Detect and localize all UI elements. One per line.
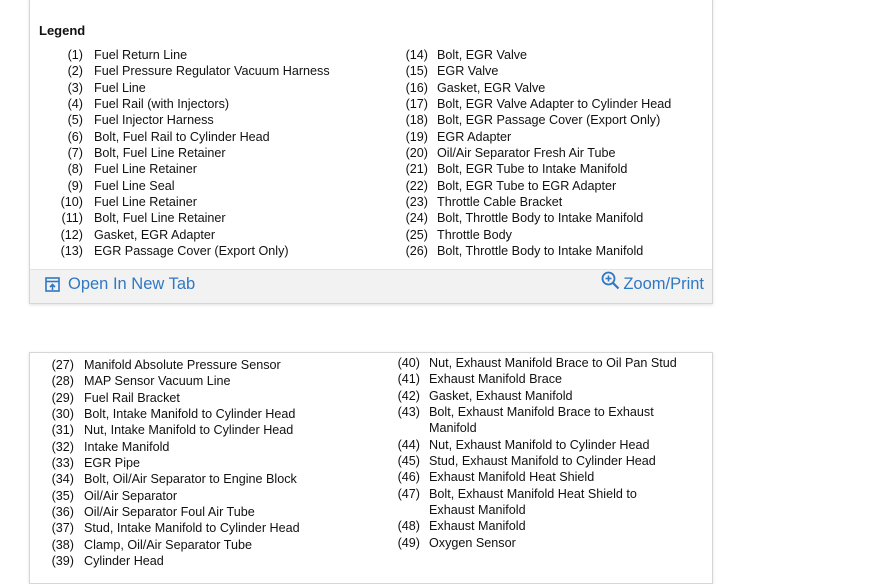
- legend-item: [40, 227, 330, 243]
- legend-item: [35, 373, 300, 389]
- legend-item-text: Bolt, EGR Tube to EGR Adapter: [437, 178, 617, 193]
- legend-item-number: (26): [405, 244, 428, 259]
- zoom-in-icon: [601, 271, 620, 290]
- legend-item-text: Exhaust Manifold: [429, 519, 526, 534]
- legend-item: [398, 194, 671, 210]
- legend-item: [35, 488, 300, 504]
- legend-item-number: (7): [67, 146, 83, 161]
- legend-item-number: (11): [61, 211, 83, 226]
- legend-item-text: Bolt, Exhaust Manifold Heat Shield to: [429, 486, 637, 501]
- legend-item: [390, 388, 677, 404]
- legend-item: [398, 243, 671, 259]
- legend-item-number: (12): [60, 227, 83, 242]
- legend-item-text: Oil/Air Separator Fresh Air Tube: [437, 146, 616, 161]
- legend-item-text: Fuel Return Line: [94, 48, 188, 62]
- legend-item-number: (37): [51, 521, 74, 536]
- legend-item-text-continued: Exhaust Manifold: [429, 503, 526, 518]
- legend-item: [40, 145, 330, 161]
- legend-item-number: (41): [397, 372, 420, 387]
- legend-item: [390, 486, 677, 502]
- legend-item-text: Bolt, Fuel Rail to Cylinder Head: [94, 129, 270, 144]
- legend-item-text: Oil/Air Separator: [84, 488, 178, 503]
- legend-item: [40, 194, 330, 210]
- legend-item-number: (35): [51, 488, 74, 503]
- legend-item-text: Intake Manifold: [84, 439, 170, 454]
- legend-item-number: (25): [405, 227, 428, 242]
- legend-item-text: EGR Valve: [437, 64, 499, 79]
- legend-item-number: (1): [67, 48, 83, 62]
- legend-item: [40, 112, 330, 128]
- legend-item-text: EGR Passage Cover (Export Only): [94, 244, 289, 259]
- legend-item: [35, 537, 300, 553]
- legend-item: [390, 355, 677, 371]
- legend-item-number: (13): [60, 244, 83, 259]
- legend-item-text: Bolt, EGR Valve: [437, 48, 528, 62]
- legend-item-number: (22): [405, 178, 428, 193]
- legend-item-number: (14): [405, 48, 428, 62]
- legend-item-text: Exhaust Manifold Heat Shield: [429, 470, 595, 485]
- legend-item-number: (43): [397, 405, 420, 420]
- legend-item-text: Nut, Exhaust Manifold to Cylinder Head: [429, 437, 650, 452]
- legend-item-text: Oil/Air Separator Foul Air Tube: [84, 505, 255, 520]
- legend-item-number: (34): [51, 472, 74, 487]
- legend-item-text-continued: Manifold: [429, 421, 477, 436]
- legend-item-text: Bolt, Oil/Air Separator to Engine Block: [84, 472, 297, 487]
- legend-item-number: (48): [397, 519, 420, 534]
- legend-item-text: Bolt, Throttle Body to Intake Manifold: [437, 244, 644, 259]
- legend-item: [398, 112, 671, 128]
- legend-item-text: Bolt, Fuel Line Retainer: [94, 146, 226, 161]
- legend-item: [40, 47, 330, 63]
- legend-item-number: (36): [51, 505, 74, 520]
- legend-item-text: MAP Sensor Vacuum Line: [84, 374, 231, 389]
- legend-item-text: Throttle Cable Bracket: [437, 195, 563, 210]
- legend-item-text: Gasket, EGR Adapter: [94, 227, 216, 242]
- legend-list-left: [35, 357, 300, 569]
- legend-item-number: (46): [397, 470, 420, 485]
- legend-item-text: Fuel Line Retainer: [94, 162, 197, 177]
- legend-item-text: Bolt, EGR Valve Adapter to Cylinder Head: [437, 97, 672, 112]
- legend-item: [390, 469, 677, 485]
- legend-item-number: (24): [405, 211, 428, 226]
- legend-item-text: Gasket, EGR Valve: [437, 80, 546, 95]
- legend-card-bottom: [29, 352, 713, 584]
- legend-item-text: EGR Adapter: [437, 129, 512, 144]
- legend-item-text: Nut, Exhaust Manifold Brace to Oil Pan Stud: [429, 356, 677, 370]
- legend-item-text: Fuel Pressure Regulator Vacuum Harness: [94, 64, 330, 79]
- legend-item-number: (45): [397, 454, 420, 469]
- legend-item-text: Stud, Intake Manifold to Cylinder Head: [84, 521, 300, 536]
- legend-item-text: Fuel Rail Bracket: [84, 390, 180, 405]
- legend-item: [35, 406, 300, 422]
- legend-item-indent: [390, 420, 420, 436]
- legend-item: [35, 553, 300, 569]
- legend-item: [35, 439, 300, 455]
- legend-item-number: (38): [51, 537, 74, 552]
- legend-item-indent: [390, 502, 420, 518]
- legend-item-number: (2): [67, 64, 83, 79]
- legend-item: [390, 437, 677, 453]
- legend-item-number: (15): [405, 64, 428, 79]
- legend-item-number: (6): [67, 129, 83, 144]
- legend-item: [40, 243, 330, 259]
- legend-list-right: [390, 355, 677, 551]
- legend-item: [40, 63, 330, 79]
- legend-item: [40, 210, 330, 226]
- zoom-print-button[interactable]: [601, 275, 704, 294]
- legend-item-text: EGR Pipe: [84, 456, 140, 471]
- legend-item: [398, 47, 671, 63]
- legend-item: [398, 145, 671, 161]
- legend-item-number: (39): [51, 554, 74, 569]
- legend-item-number: (19): [405, 129, 428, 144]
- legend-item-number: (30): [51, 407, 74, 422]
- legend-item-text: Bolt, Exhaust Manifold Brace to Exhaust: [429, 405, 654, 420]
- legend-item: [398, 129, 671, 145]
- legend-item: [40, 80, 330, 96]
- legend-item-text: Bolt, Fuel Line Retainer: [94, 211, 226, 226]
- legend-item: [398, 96, 671, 112]
- legend-item-text: Oxygen Sensor: [429, 535, 516, 550]
- legend-item-number: (42): [397, 388, 420, 403]
- legend-item-text: Cylinder Head: [84, 554, 164, 569]
- legend-item: [398, 178, 671, 194]
- legend-item: [35, 504, 300, 520]
- legend-item-number: (31): [51, 423, 74, 438]
- legend-item-text: Bolt, EGR Passage Cover (Export Only): [437, 113, 661, 128]
- legend-item: [40, 161, 330, 177]
- legend-item-text: Fuel Injector Harness: [94, 113, 214, 128]
- legend-item: [390, 404, 677, 420]
- legend-item: [35, 471, 300, 487]
- legend-item-text: Fuel Line Seal: [94, 178, 175, 193]
- legend-item-text: Stud, Exhaust Manifold to Cylinder Head: [429, 454, 656, 469]
- legend-item-text: Bolt, Intake Manifold to Cylinder Head: [84, 407, 296, 422]
- legend-item: [390, 518, 677, 534]
- legend-item-number: (5): [67, 113, 83, 128]
- legend-item-text: Fuel Rail (with Injectors): [94, 97, 230, 112]
- legend-item-text: Exhaust Manifold Brace: [429, 372, 563, 387]
- legend-item-number: (21): [405, 162, 428, 177]
- legend-item-text: Throttle Body: [437, 227, 512, 242]
- legend-item-number: (8): [67, 162, 83, 177]
- legend-item-number: (17): [405, 97, 428, 112]
- legend-item: [398, 161, 671, 177]
- legend-item-continuation: [390, 502, 677, 518]
- legend-title: Legend: [39, 23, 86, 38]
- legend-item-number: (4): [67, 97, 83, 112]
- legend-item: [398, 63, 671, 79]
- legend-item: [398, 210, 671, 226]
- open-in-new-tab-icon: [45, 277, 60, 292]
- legend-item: [40, 96, 330, 112]
- legend-item-text: Fuel Line Retainer: [94, 195, 197, 210]
- open-in-new-tab-label: Open In New Tab: [68, 275, 196, 293]
- legend-item-text: Bolt, EGR Tube to Intake Manifold: [437, 162, 628, 177]
- legend-item: [35, 390, 300, 406]
- legend-item-number: (18): [405, 113, 428, 128]
- legend-item-number: (44): [397, 437, 420, 452]
- legend-card-top: [29, 0, 713, 304]
- legend-item-number: (33): [51, 456, 74, 471]
- legend-item-number: (49): [397, 535, 420, 550]
- legend-item: [35, 455, 300, 471]
- legend-item-text: Bolt, Throttle Body to Intake Manifold: [437, 211, 644, 226]
- legend-item-number: (27): [51, 358, 74, 372]
- legend-item-number: (10): [60, 195, 83, 210]
- legend-item: [35, 520, 300, 536]
- legend-item-number: (9): [67, 178, 83, 193]
- legend-list-left: [40, 47, 330, 259]
- card-footer: [30, 269, 712, 303]
- legend-item: [35, 422, 300, 438]
- legend-item-text: Clamp, Oil/Air Separator Tube: [84, 537, 252, 552]
- legend-item-text: Gasket, Exhaust Manifold: [429, 388, 573, 403]
- open-in-new-tab-button[interactable]: [45, 275, 195, 294]
- legend-item: [40, 129, 330, 145]
- legend-item-number: (16): [405, 80, 428, 95]
- legend-item-number: (28): [51, 374, 74, 389]
- zoom-print-label: Zoom/Print: [623, 275, 704, 293]
- legend-item-number: (32): [51, 439, 74, 454]
- legend-item: [390, 535, 677, 551]
- legend-item: [35, 357, 300, 373]
- legend-item-number: (40): [397, 356, 420, 370]
- legend-item-number: (3): [67, 80, 83, 95]
- legend-item-continuation: [390, 420, 677, 436]
- legend-list-right: [398, 47, 671, 259]
- legend-item: [398, 80, 671, 96]
- legend-item-text: Nut, Intake Manifold to Cylinder Head: [84, 423, 294, 438]
- legend-item-text: Fuel Line: [94, 80, 146, 95]
- legend-item-number: (47): [397, 486, 420, 501]
- legend-item-number: (29): [51, 390, 74, 405]
- legend-item-number: (23): [405, 195, 428, 210]
- legend-item: [398, 227, 671, 243]
- legend-item: [390, 371, 677, 387]
- legend-item: [390, 453, 677, 469]
- legend-item-number: (20): [405, 146, 428, 161]
- legend-item-text: Manifold Absolute Pressure Sensor: [84, 358, 281, 372]
- legend-item: [40, 178, 330, 194]
